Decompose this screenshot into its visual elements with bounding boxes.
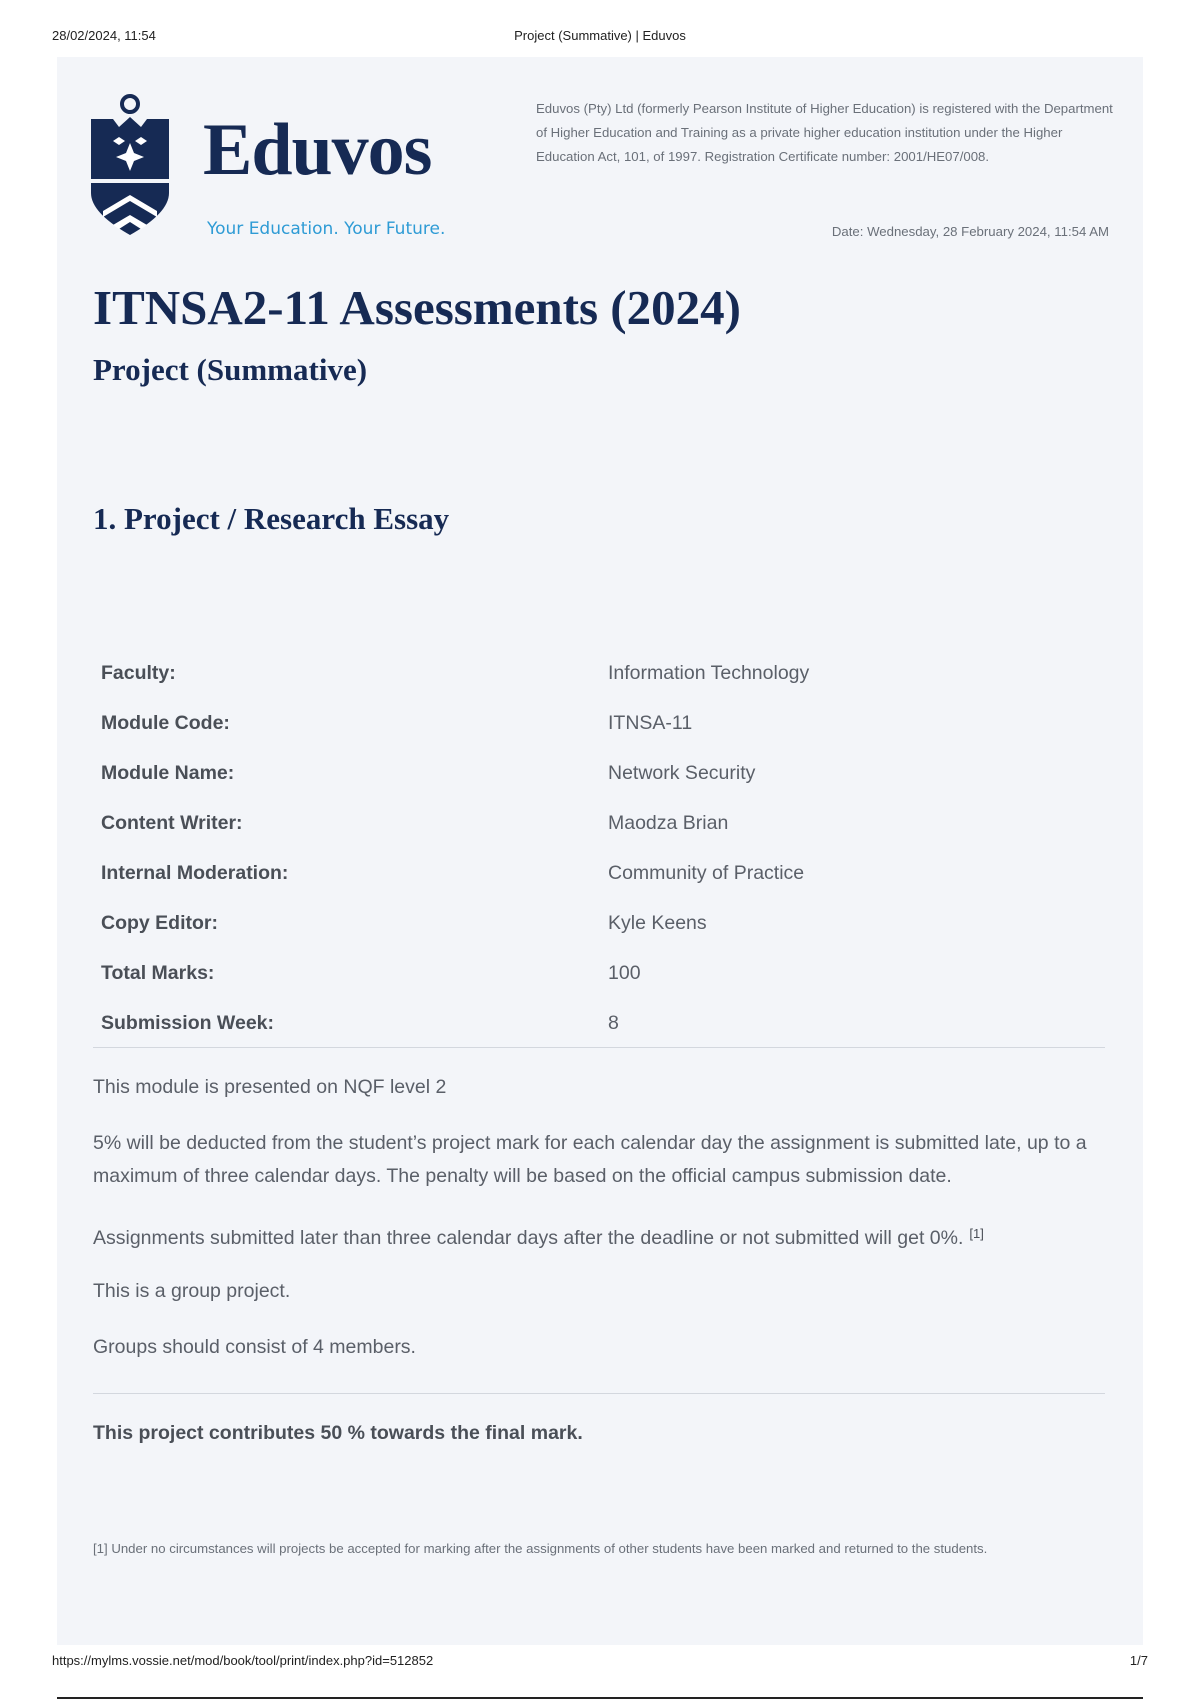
footnote: [1] Under no circumstances will projects be accepted for marking after the assignments of other students have been marked and returned to the students.: [93, 1541, 988, 1556]
table-row: [101, 662, 1081, 724]
info-value: Community of Practice: [608, 862, 805, 884]
footer-line: [57, 1697, 1143, 1699]
late-submission-text: [93, 1217, 1108, 1255]
table-row: [101, 762, 1081, 824]
logo-tagline: Your Education. Your Future.: [207, 219, 446, 239]
info-value: 100: [608, 962, 641, 984]
print-header: [52, 28, 1148, 48]
group-size-text: Groups should consist of 4 members.: [93, 1336, 416, 1358]
late-penalty-text: 5% will be deducted from the student’s project mark for each calendar day the assignment is submitted late, up to a maximum of three calendar days. The penalty will be based on the official campus submission date.: [93, 1132, 1087, 1187]
module-info-table: [101, 662, 1081, 1074]
eduvos-logo: [91, 93, 491, 243]
page-subtitle: Project (Summative): [93, 352, 368, 387]
info-value: ITNSA-11: [608, 712, 693, 734]
info-label: Submission Week:: [101, 1012, 275, 1034]
print-page-title: Project (Summative) | Eduvos: [514, 28, 686, 43]
print-footer: [52, 1653, 1148, 1673]
info-value: 8: [608, 1012, 619, 1034]
contribution-text: This project contributes 50 % towards the final mark.: [93, 1422, 583, 1444]
document-page: [57, 57, 1143, 1645]
table-row: [101, 862, 1081, 924]
info-label: Total Marks:: [101, 962, 215, 984]
info-label: Module Name:: [101, 762, 235, 784]
eduvos-crest-icon: [91, 93, 201, 245]
table-row: [101, 712, 1081, 774]
info-value: Kyle Keens: [608, 912, 707, 934]
info-label: Internal Moderation:: [101, 862, 289, 884]
page-number: 1/7: [1129, 1653, 1148, 1668]
info-value: Maodza Brian: [608, 812, 729, 834]
document-date: Date: Wednesday, 28 February 2024, 11:54 AM: [831, 224, 1109, 239]
info-value: Network Security: [608, 762, 756, 784]
table-row: [101, 1012, 1081, 1074]
registration-notice: Eduvos (Pty) Ltd (formerly Pearson Institute of Higher Education) is registered with the Department of Higher Education and Training as a private higher education institution under the Higher Education Act, 101, of 1997. Registration Certificate number: 2001/HE07/008.: [536, 101, 1113, 164]
info-value: Information Technology: [608, 662, 810, 684]
section-heading: 1. Project / Research Essay: [93, 501, 450, 536]
divider: [93, 1047, 1105, 1048]
late-submission-sentence: Assignments submitted later than three calendar days after the deadline or not submitted will get 0%.: [93, 1227, 964, 1249]
print-datetime: 28/02/2024, 11:54: [52, 28, 156, 43]
print-url: https://mylms.vossie.net/mod/book/tool/print/index.php?id=512852: [52, 1653, 434, 1668]
info-label: Content Writer:: [101, 812, 243, 834]
group-project-text: This is a group project.: [93, 1280, 291, 1302]
info-label: Copy Editor:: [101, 912, 218, 934]
nqf-level-text: This module is presented on NQF level 2: [93, 1076, 447, 1098]
divider: [93, 1393, 1105, 1394]
page-title: ITNSA2-11 Assessments (2024): [93, 280, 741, 335]
footnote-ref-link[interactable]: [1]: [969, 1226, 984, 1241]
info-label: Module Code:: [101, 712, 230, 734]
info-label: Faculty:: [101, 662, 176, 684]
logo-wordmark: Eduvos: [203, 109, 432, 191]
table-row: [101, 912, 1081, 974]
